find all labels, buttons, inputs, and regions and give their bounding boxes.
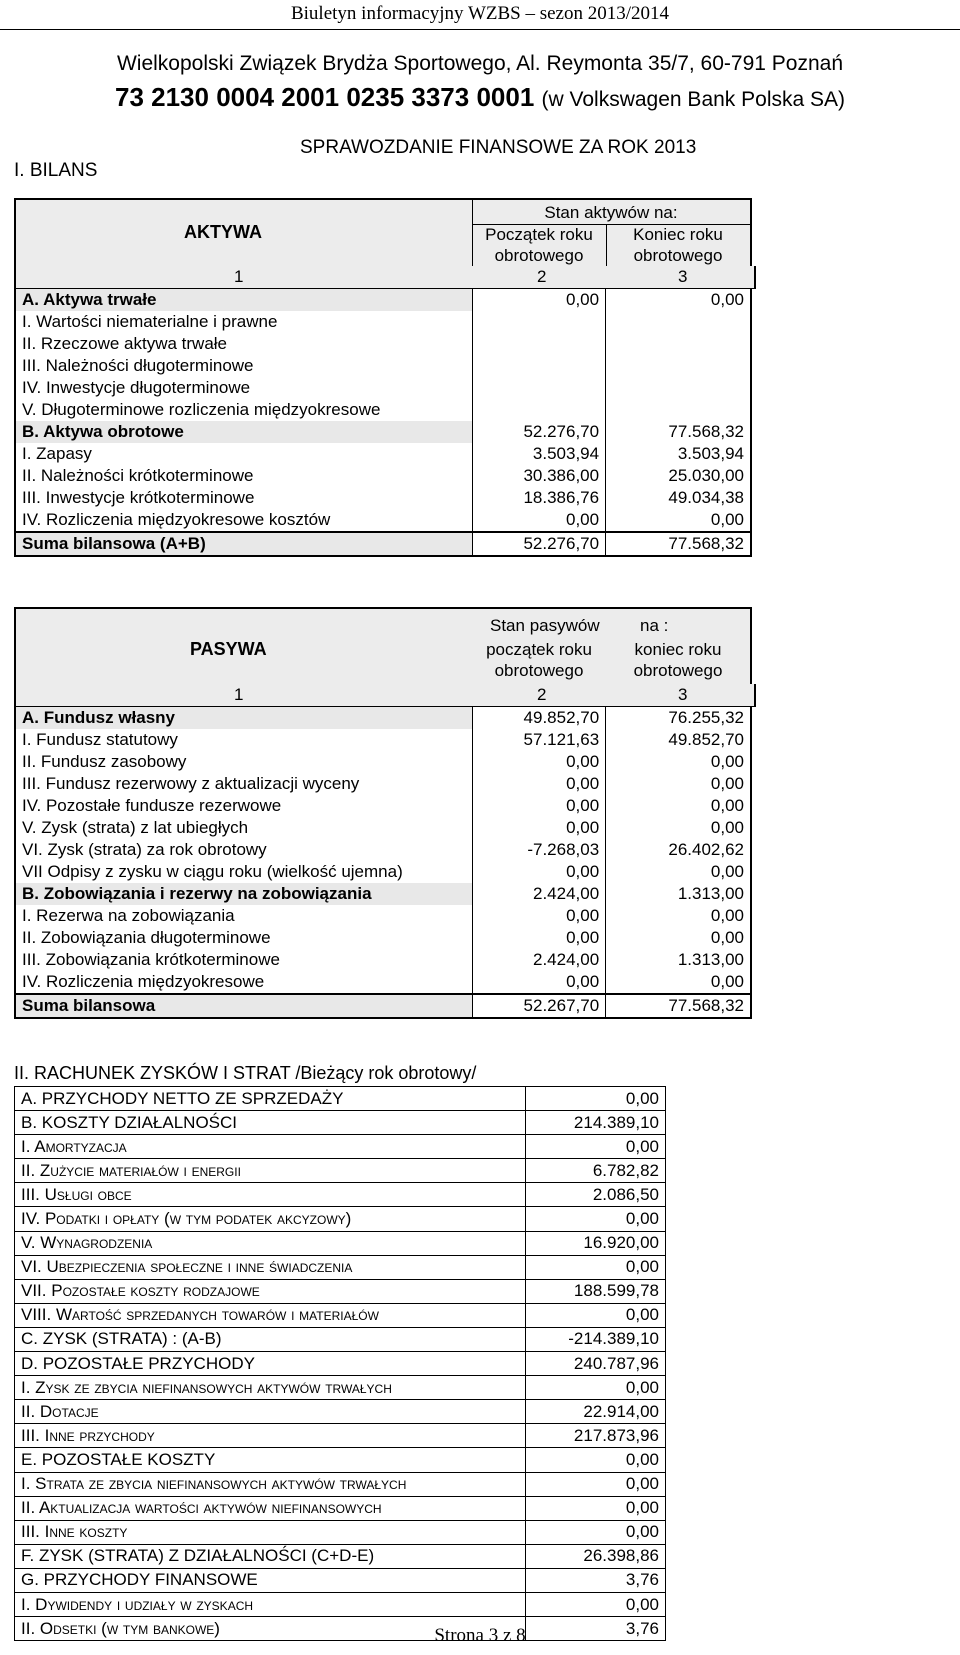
rzis-row-label: III. Usługi obce — [15, 1183, 526, 1207]
rzis-row-label: F. ZYSK (STRATA) Z DZIAŁALNOŚCI (C+D-E) — [15, 1544, 526, 1568]
rzis-row-label: A. PRZYCHODY NETTO ZE SPRZEDAŻY — [15, 1087, 526, 1111]
rzis-row-label: VIII. Wartość sprzedanych towarów i materiałów — [15, 1303, 526, 1327]
rzis-row-value: 3,76 — [526, 1568, 666, 1592]
rzis-row-label: IV. Podatki i opłaty (w tym podatek akcyzowy) — [15, 1207, 526, 1231]
rzis-row-label: II. Odsetki (w tym bankowe) — [15, 1617, 526, 1641]
header-divider — [0, 29, 960, 30]
rzis-row-label: D. POZOSTAŁE PRZYCHODY — [15, 1352, 526, 1376]
rzis-row-value: 2.086,50 — [526, 1183, 666, 1207]
table-row — [15, 1424, 666, 1448]
rzis-row-label: II. Aktualizacja wartości aktywów niefinansowych — [15, 1496, 526, 1520]
table-row: II. Rzeczowe aktywa trwałe — [15, 333, 751, 355]
table-row — [15, 1400, 666, 1424]
rzis-row-label: II. Zużycie materiałów i energii — [15, 1159, 526, 1183]
table-row — [15, 1472, 666, 1496]
rzis-row-value: 214.389,10 — [526, 1111, 666, 1135]
rzis-row-label: E. POZOSTAŁE KOSZTY — [15, 1448, 526, 1472]
rzis-row-label: II. Dotacje — [15, 1400, 526, 1424]
table-row — [15, 1183, 666, 1207]
table-row — [15, 1303, 666, 1327]
table-row — [15, 1231, 666, 1255]
rzis-row-value: 240.787,96 — [526, 1352, 666, 1376]
bank-name: (w Volkswagen Bank Polska SA) — [541, 88, 846, 111]
table-row — [15, 1255, 666, 1279]
pasywa-col-end: koniec roku obrotowego — [633, 640, 723, 680]
table-row: I. Zapasy 3.503,94 3.503,94 — [15, 443, 751, 465]
rzis-row-label: I. Zysk ze zbycia niefinansowych aktywów trwałych — [15, 1376, 526, 1400]
pasywa-table — [14, 707, 752, 1019]
bulletin-title: Biuletyn informacyjny WZBS – sezon 2013/2014 — [290, 3, 670, 24]
table-row: B. Aktywa obrotowe 52.276,70 77.568,32 — [15, 421, 751, 443]
rzis-row-label: I. Amortyzacja — [15, 1135, 526, 1159]
table-row — [15, 1135, 666, 1159]
table-row: III. Fundusz rezerwowy z aktualizacji wyceny 0,00 0,00 — [15, 773, 751, 795]
table-row — [15, 1376, 666, 1400]
rzis-row-label: V. Wynagrodzenia — [15, 1231, 526, 1255]
table-row: II. Należności krótkoterminowe 30.386,00 25.030,00 — [15, 465, 751, 487]
rzis-row-value: 3,76 — [526, 1617, 666, 1641]
rzis-row-value: 22.914,00 — [526, 1400, 666, 1424]
section-bilans-title: I. BILANS — [14, 160, 98, 181]
rzis-row-value: 0,00 — [526, 1472, 666, 1496]
table-row: III. Zobowiązania krótkoterminowe 2.424,00 1.313,00 — [15, 949, 751, 971]
aktywa-col-start: Początek roku obrotowego — [485, 225, 593, 265]
aktywa-sum-row: Suma bilansowa (A+B) 52.276,70 77.568,32 — [15, 532, 751, 556]
rzis-row-value: 0,00 — [526, 1496, 666, 1520]
table-row — [15, 1496, 666, 1520]
rzis-row-label: VI. Ubezpieczenia społeczne i inne świadczenia — [15, 1255, 526, 1279]
aktywa-header — [14, 198, 752, 267]
rzis-row-label: B. KOSZTY DZIAŁALNOŚCI — [15, 1111, 526, 1135]
rzis-row-value: 0,00 — [526, 1448, 666, 1472]
table-row: II. Fundusz zasobowy 0,00 0,00 — [15, 751, 751, 773]
rzis-row-value: 0,00 — [526, 1087, 666, 1111]
aktywa-title: AKTYWA — [184, 222, 262, 242]
rzis-row-label: III. Inne koszty — [15, 1520, 526, 1544]
table-row: I. Fundusz statutowy 57.121,63 49.852,70 — [15, 729, 751, 751]
table-row — [15, 1279, 666, 1303]
table-row: A. Fundusz własny 49.852,70 76.255,32 — [15, 707, 751, 729]
rzis-row-value: 0,00 — [526, 1520, 666, 1544]
table-row: V. Długoterminowe rozliczenia międzyokresowe — [15, 399, 751, 421]
rzis-row-value: -214.389,10 — [526, 1327, 666, 1351]
report-title: SPRAWOZDANIE FINANSOWE ZA ROK 2013 — [300, 137, 697, 158]
rzis-row-value: 0,00 — [526, 1255, 666, 1279]
rzis-row-value: 0,00 — [526, 1376, 666, 1400]
rzis-table — [14, 1086, 666, 1641]
table-row — [15, 1207, 666, 1231]
table-row — [15, 1592, 666, 1616]
table-row — [15, 1111, 666, 1135]
rzis-row-value: 0,00 — [526, 1207, 666, 1231]
table-row: V. Zysk (strata) z lat ubiegłych 0,00 0,00 — [15, 817, 751, 839]
table-row — [15, 1448, 666, 1472]
table-row: I. Rezerwa na zobowiązania 0,00 0,00 — [15, 905, 751, 927]
table-row: II. Zobowiązania długoterminowe 0,00 0,00 — [15, 927, 751, 949]
organization-address: Wielkopolski Związek Brydża Sportowego, Al. Reymonta 35/7, 60-791 Poznań — [116, 52, 844, 75]
rzis-row-label: VII. Pozostałe koszty rodzajowe — [15, 1279, 526, 1303]
rzis-row-value: 0,00 — [526, 1135, 666, 1159]
table-row: A. Aktywa trwałe 0,00 0,00 — [15, 289, 751, 311]
table-row: IV. Pozostałe fundusze rezerwowe 0,00 0,00 — [15, 795, 751, 817]
table-row — [15, 1352, 666, 1376]
aktywa-col-end: Koniec roku obrotowego — [633, 225, 723, 265]
section-rzis-title: II. RACHUNEK ZYSKÓW I STRAT /Bieżący rok obrotowy/ — [14, 1063, 477, 1083]
rzis-row-value: 188.599,78 — [526, 1279, 666, 1303]
table-row — [15, 1087, 666, 1111]
rzis-row-label: I. Strata ze zbycia niefinansowych aktywów trwałych — [15, 1472, 526, 1496]
rzis-row-label: III. Inne przychody — [15, 1424, 526, 1448]
table-row — [15, 1327, 666, 1351]
table-row — [15, 1544, 666, 1568]
rzis-row-value: 6.782,82 — [526, 1159, 666, 1183]
bank-account — [0, 82, 960, 113]
rzis-row-label: C. ZYSK (STRATA) : (A-B) — [15, 1327, 526, 1351]
rzis-row-label: G. PRZYCHODY FINANSOWE — [15, 1568, 526, 1592]
table-row: IV. Inwestycje długoterminowe — [15, 377, 751, 399]
pasywa-sum-row: Suma bilansowa 52.267,70 77.568,32 — [15, 994, 751, 1018]
pasywa-header: PASYWA Stan pasywów na : początek roku obrotowego koniec roku obrotowego — [14, 607, 752, 685]
rzis-row-value: 217.873,96 — [526, 1424, 666, 1448]
page-number: Strona 3 z 8 — [434, 1625, 526, 1646]
table-row: I. Wartości niematerialne i prawne — [15, 311, 751, 333]
rzis-row-value: 0,00 — [526, 1303, 666, 1327]
pasywa-title: PASYWA — [190, 639, 267, 659]
account-number: 73 2130 0004 2001 0235 3373 0001 — [114, 82, 535, 112]
aktywa-column-numbers: 1 2 3 — [14, 266, 756, 289]
table-row: VI. Zysk (strata) za rok obrotowy -7.268,03 26.402,62 — [15, 839, 751, 861]
table-row: IV. Rozliczenia międzyokresowe 0,00 0,00 — [15, 971, 751, 994]
table-row: III. Należności długoterminowe — [15, 355, 751, 377]
rzis-row-value: 26.398,86 — [526, 1544, 666, 1568]
document-header — [0, 0, 960, 30]
table-row — [15, 1520, 666, 1544]
aktywa-stan-label: Stan aktywów na: — [544, 203, 678, 222]
table-row — [15, 1159, 666, 1183]
pasywa-col-start: początek roku obrotowego — [486, 640, 592, 680]
rzis-row-value: 16.920,00 — [526, 1231, 666, 1255]
rzis-row-label: I. Dywidendy i udziały w zyskach — [15, 1592, 526, 1616]
table-row: III. Inwestycje krótkoterminowe 18.386,76 49.034,38 — [15, 487, 751, 509]
aktywa-table — [14, 289, 752, 557]
table-row: B. Zobowiązania i rezerwy na zobowiązania 2.424,00 1.313,00 — [15, 883, 751, 905]
rzis-row-value: 0,00 — [526, 1592, 666, 1616]
pasywa-column-numbers: 1 2 3 — [14, 684, 756, 707]
table-row — [15, 1568, 666, 1592]
table-row: IV. Rozliczenia międzyokresowe kosztów 0,00 0,00 — [15, 509, 751, 532]
table-row: VII Odpisy z zysku w ciągu roku (wielkość ujemna) 0,00 0,00 — [15, 861, 751, 883]
